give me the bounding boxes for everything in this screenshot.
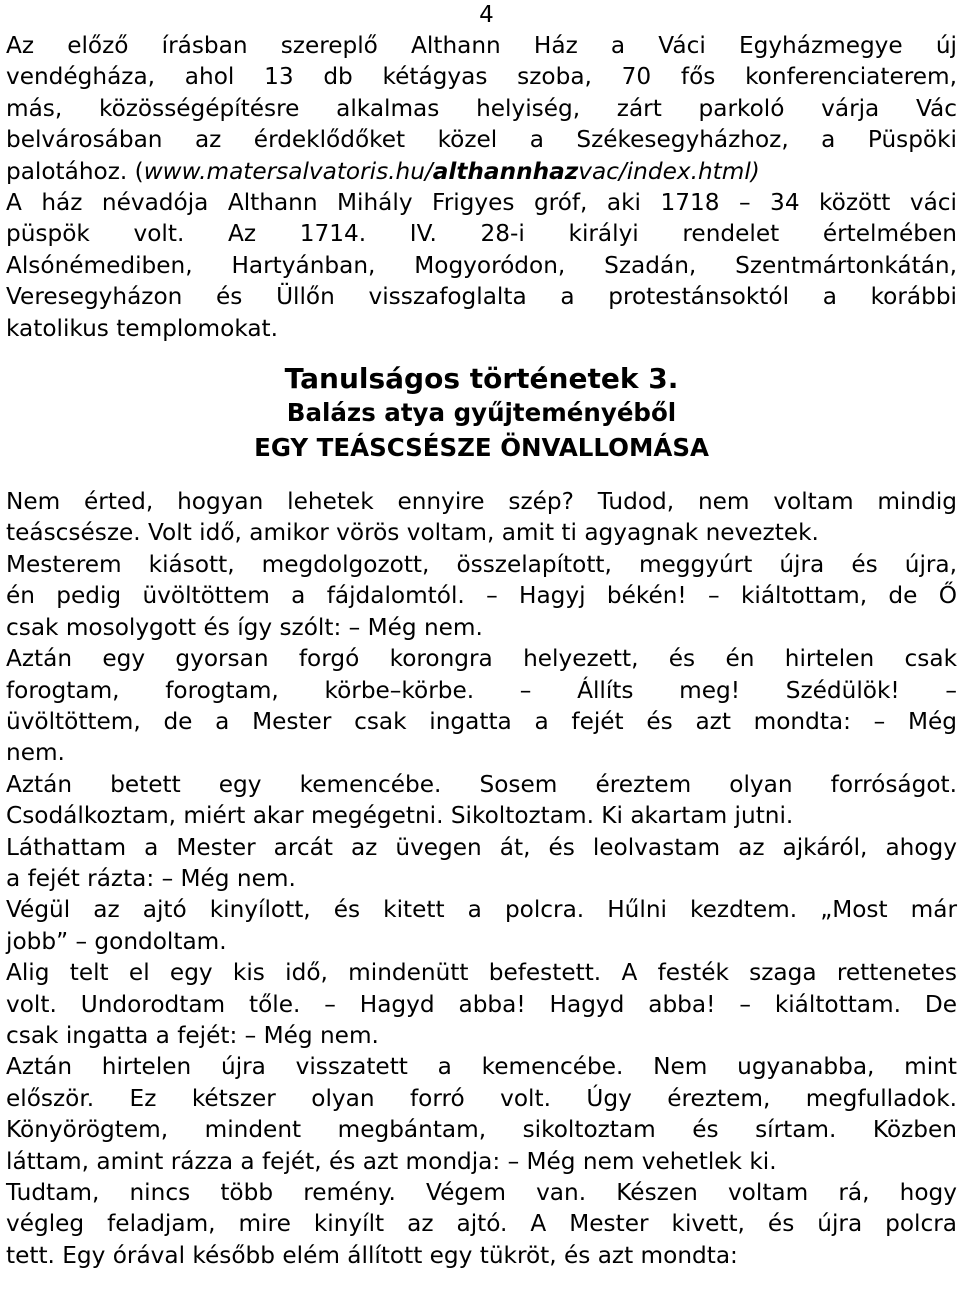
text-line: vendégháza, ahol 13 db kétágyas szoba, 70 fős konferenciaterem, — [6, 63, 957, 91]
text-line: katolikus templomokat. — [6, 314, 279, 342]
text-line: Az előző írásban szereplő Althann Ház a Váci Egyházmegye új — [6, 32, 957, 59]
link-prefix: palotához. ( — [6, 157, 144, 185]
story-paragraph — [6, 1177, 957, 1271]
story-body — [6, 486, 957, 1271]
text-line: jobb” – gondoltam. — [6, 927, 227, 955]
story-paragraph — [6, 894, 957, 957]
text-line: üvöltöttem, de a Mester csak ingatta a fejét és azt mondta: – Még — [6, 707, 957, 735]
text-line: Nem érted, hogyan lehetek ennyire szép? Tudod, nem voltam mindig — [6, 488, 957, 516]
text-line: Aztán betett egy kemencébe. Sosem éreztem olyan forróságot. — [6, 770, 957, 798]
text-line: láttam, amint rázza a fejét, és azt mondja: – Még nem vehetlek ki. — [6, 1147, 777, 1175]
story-title: EGY TEÁSCSÉSZE ÖNVALLOMÁSA — [254, 433, 709, 463]
text-line: Alig telt el egy kis idő, mindenütt befestett. A festék szaga rettenetes — [6, 959, 957, 987]
text-line: Alsónémediben, Hartyánban, Mogyoródon, Szadán, Szentmártonkátán, — [6, 251, 957, 279]
text-line: Veresegyházon és Üllőn visszafoglalta a protestánsoktól a korábbi — [6, 283, 957, 311]
text-line: teáscsésze. Volt idő, amikor vörös voltam, amit ti agyagnak neveztek. — [6, 519, 819, 547]
text-line: Tudtam, nincs több remény. Végem van. Készen voltam rá, hogy — [6, 1179, 957, 1206]
website-link[interactable] — [144, 158, 760, 185]
section-title: Tanulságos történetek 3. — [284, 362, 679, 396]
text-line: Végül az ajtó kinyílott, és kitett a polcra. Hűlni kezdtem. „Most már — [6, 896, 957, 924]
story-paragraph — [6, 486, 957, 549]
text-line: a fejét rázta: – Még nem. — [6, 864, 296, 892]
text-line: Mesterem kiásott, megdolgozott, összelapított, meggyúrt újra és újra, — [6, 550, 957, 578]
text-line: Aztán hirtelen újra visszatett a kemencébe. Nem ugyanabba, mint — [6, 1053, 957, 1081]
text-line: A ház névadója Althann Mihály Frigyes gróf, aki 1718 – 34 között váci — [6, 189, 957, 217]
text-line: végleg feladjam, mire kinyílt az ajtó. A Mester kivett, és újra polcra — [6, 1210, 957, 1238]
link-part-bold: althannhaz — [432, 157, 579, 185]
text-line: én pedig üvöltöttem a fájdalomtól. – Hagyj békén! – kiáltottam, de Ő — [6, 582, 957, 610]
link-part: vac/index.html) — [578, 157, 760, 185]
text-line: püspök volt. Az 1714. IV. 28-i királyi rendelet értelmében — [6, 220, 957, 248]
text-line: Csodálkoztam, miért akar megégetni. Sikoltoztam. Ki akartam jutni. — [6, 802, 794, 830]
story-paragraph — [6, 1051, 957, 1177]
story-paragraph — [6, 832, 957, 895]
text-line: csak mosolygott és így szólt: – Még nem. — [6, 613, 483, 641]
story-paragraph — [6, 769, 957, 832]
story-paragraph — [6, 643, 957, 769]
text-line: forogtam, forogtam, körbe–körbe. – Állíts meg! Szédülök! – — [6, 676, 957, 704]
document-page — [6, 0, 957, 1271]
text-line: Láthattam a Mester arcát az üvegen át, és leolvastam az ajkáról, ahogy — [6, 833, 957, 861]
story-paragraph — [6, 549, 957, 643]
link-part: www.matersalvatoris.hu/ — [143, 157, 433, 185]
section-subtitle: Balázs atya gyűjteményéből — [286, 398, 677, 428]
text-line: belvárosában az érdeklődőket közel a Székesegyházhoz, a Püspöki — [6, 126, 957, 154]
intro-paragraph — [6, 30, 957, 344]
page-number: 4 — [479, 2, 494, 28]
text-line: más, közösségépítésre alkalmas helyiség, zárt parkoló várja Vác — [6, 94, 957, 122]
text-line: volt. Undorodtam tőle. – Hagyd abba! Hagyd abba! – kiáltottam. De — [6, 990, 957, 1018]
text-line: Aztán egy gyorsan forgó korongra helyezett, és én hirtelen csak — [6, 645, 957, 673]
story-paragraph — [6, 957, 957, 1051]
text-line: Könyörögtem, mindent megbántam, sikoltoztam és sírtam. Közben — [6, 1116, 957, 1144]
text-line: csak ingatta a fejét: – Még nem. — [6, 1021, 379, 1049]
text-line-with-link — [6, 156, 957, 187]
text-line: tett. Egy órával később elém állított egy tükröt, és azt mondta: — [6, 1241, 738, 1269]
text-line: először. Ez kétszer olyan forró volt. Úgy éreztem, megfulladok. — [6, 1084, 957, 1112]
text-line: nem. — [6, 739, 65, 767]
